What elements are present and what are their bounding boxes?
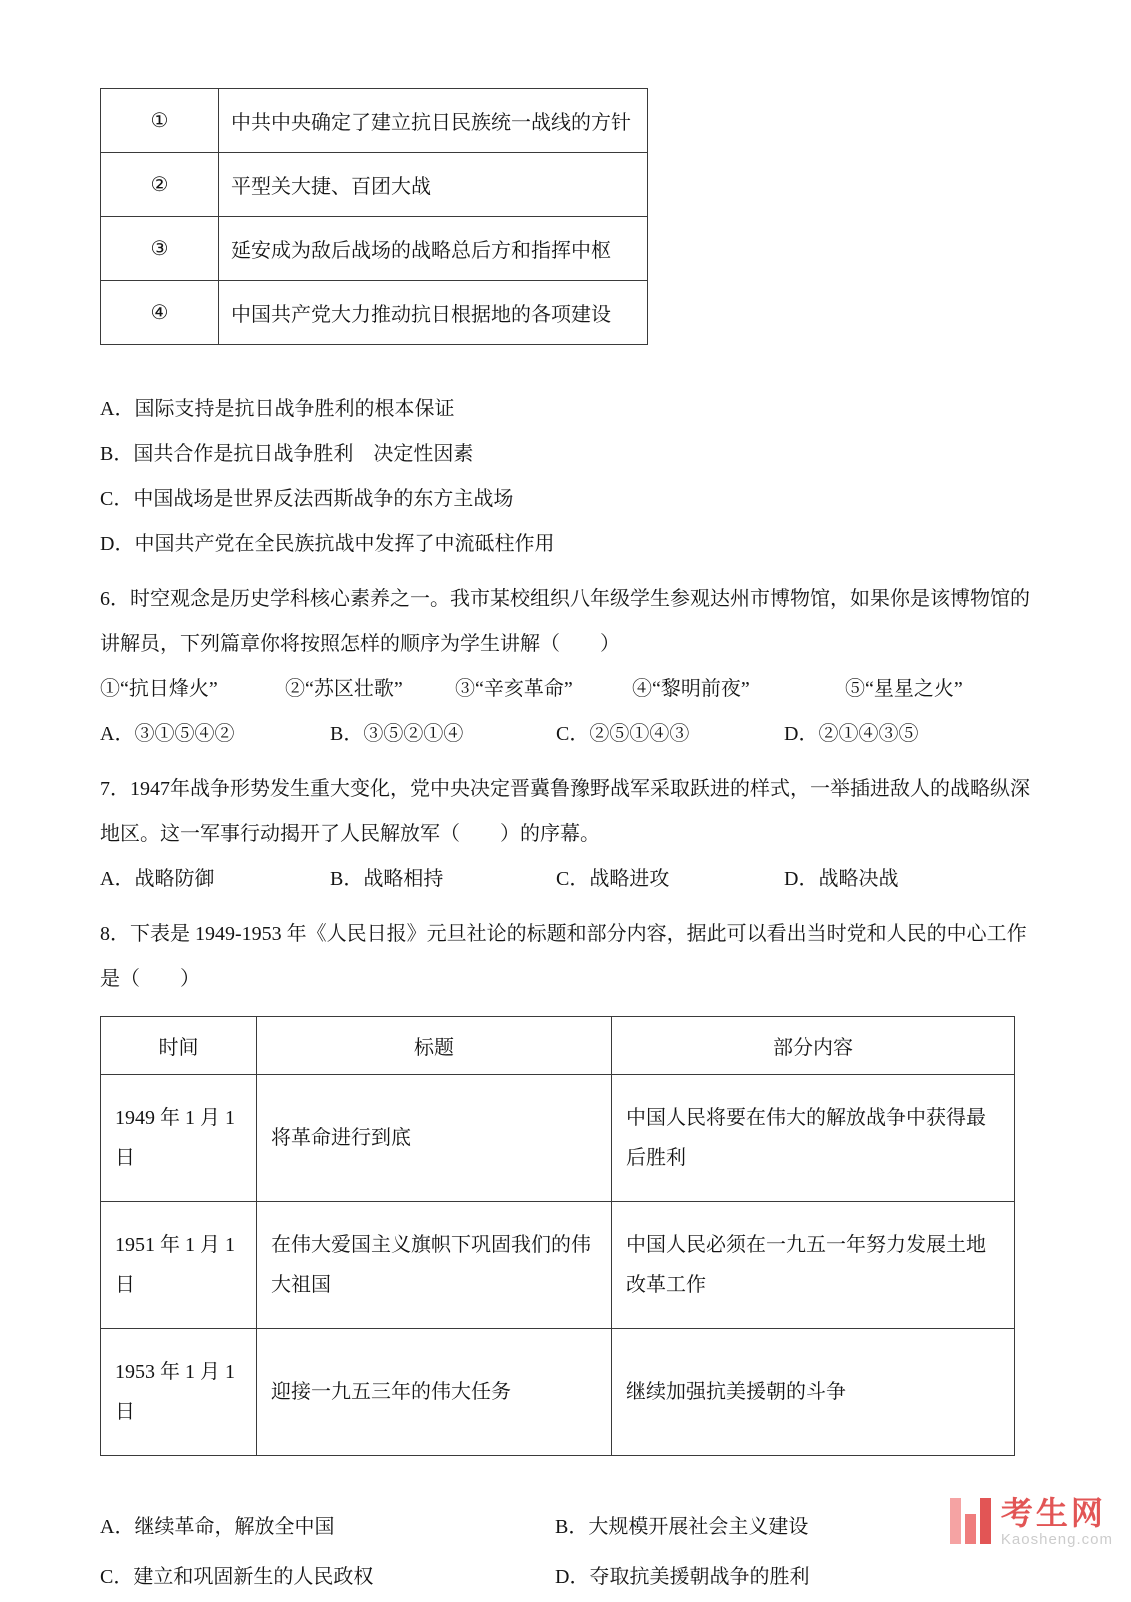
- table-cell-text: 延安成为敌后战场的战略总后方和指挥中枢: [219, 217, 648, 281]
- question-text-line: 6．时空观念是历史学科核心素养之一。我市某校组织八年级学生参观达州市博物馆，如果你是该博物馆的: [100, 588, 1030, 610]
- option-a: A．继续革命，解放全中国: [100, 1516, 335, 1538]
- table-row: [101, 217, 648, 281]
- question-8-options-row-2: [100, 1552, 1031, 1602]
- option-d: D．夺取抗美援朝战争的胜利: [555, 1566, 810, 1588]
- table-cell-content: 继续加强抗美援朝的斗争: [612, 1329, 1015, 1456]
- option-b: B．国共合作是抗日战争胜利 决定性因素: [100, 443, 474, 465]
- table-cell-content: 中国人民必须在一九五一年努力发展土地改革工作: [612, 1202, 1015, 1329]
- option-a: A．③①⑤④②: [100, 723, 235, 745]
- watermark-site-url: Kaosheng.com: [1000, 1530, 1113, 1548]
- question-text-line: 地区。这一军事行动揭开了人民解放军（ ）的序幕。: [100, 823, 600, 845]
- question-6: [100, 577, 1031, 757]
- question-text-line: 是（ ）: [100, 968, 200, 990]
- table-row: [101, 281, 648, 345]
- option-d: D．②①④③⑤: [784, 723, 919, 745]
- table-cell-text: 中国共产党大力推动抗日根据地的各项建设: [219, 281, 648, 345]
- table-cell-date: 1949 年 1 月 1 日: [101, 1075, 257, 1202]
- chapter-item: ③“辛亥革命”: [455, 678, 573, 700]
- option-c: C．建立和巩固新生的人民政权: [100, 1566, 374, 1588]
- option-c: C．战略进攻: [556, 868, 670, 890]
- watermark-text: [1001, 1496, 1113, 1548]
- table-row: [101, 1329, 1015, 1456]
- question-6-chapters: [100, 667, 1031, 712]
- table-cell-title: 将革命进行到底: [257, 1075, 612, 1202]
- table-cell-num: ④: [101, 281, 219, 345]
- kaosheng-logo-icon: [950, 1498, 991, 1548]
- question-5-options: [100, 387, 1031, 567]
- table-cell-title: 在伟大爱国主义旗帜下巩固我们的伟大祖国: [257, 1202, 612, 1329]
- question-6-options: [100, 712, 1031, 757]
- question-text-line: 8．下表是 1949-1953 年《人民日报》元旦社论的标题和部分内容，据此可以看出当时党和人民的中心工作: [100, 923, 1027, 945]
- option-a: A．国际支持是抗日战争胜利的根本保证: [100, 398, 455, 420]
- table-header-time: 时间: [101, 1017, 257, 1075]
- watermark: [950, 1496, 1113, 1548]
- option-c: C．中国战场是世界反法西斯战争的东方主战场: [100, 488, 514, 510]
- table-header-content: 部分内容: [612, 1017, 1015, 1075]
- table-cell-date: 1953 年 1 月 1 日: [101, 1329, 257, 1456]
- table-cell-title: 迎接一九五三年的伟大任务: [257, 1329, 612, 1456]
- chapter-item: ①“抗日烽火”: [100, 678, 218, 700]
- option-c: C．②⑤①④③: [556, 723, 690, 745]
- table-cell-text: 平型关大捷、百团大战: [219, 153, 648, 217]
- table-cell-num: ①: [101, 89, 219, 153]
- option-b: B．③⑤②①④: [330, 723, 464, 745]
- option-d: D．战略决战: [784, 868, 899, 890]
- chapter-item: ④“黎明前夜”: [632, 678, 750, 700]
- table-cell-num: ③: [101, 217, 219, 281]
- table-cell-content: 中国人民将要在伟大的解放战争中获得最后胜利: [612, 1075, 1015, 1202]
- chapter-item: ②“苏区壮歌”: [285, 678, 403, 700]
- question-8-options-row-1: [100, 1502, 1031, 1552]
- chapter-item: ⑤“星星之火”: [845, 678, 963, 700]
- question-7-options: [100, 857, 1031, 902]
- table-row: [101, 1075, 1015, 1202]
- option-d: D．中国共产党在全民族抗战中发挥了中流砥柱作用: [100, 533, 555, 555]
- table-cell-text: 中共中央确定了建立抗日民族统一战线的方针: [219, 89, 648, 153]
- table-cell-num: ②: [101, 153, 219, 217]
- option-b: B．大规模开展社会主义建设: [555, 1516, 809, 1538]
- table-cell-date: 1951 年 1 月 1 日: [101, 1202, 257, 1329]
- editorials-table: [100, 1016, 1015, 1456]
- option-a: A．战略防御: [100, 868, 215, 890]
- table-header-title: 标题: [257, 1017, 612, 1075]
- option-b: B．战略相持: [330, 868, 444, 890]
- watermark-site-name: 考生网: [1000, 1495, 1106, 1532]
- table-row: [101, 89, 648, 153]
- table-row: [101, 153, 648, 217]
- question-text-line: 7．1947年战争形势发生重大变化，党中央决定晋冀鲁豫野战军采取跃进的样式，一举插进敌人的战略纵深: [100, 778, 1030, 800]
- events-table: [100, 88, 648, 345]
- question-7: [100, 767, 1031, 902]
- question-8: [100, 912, 1031, 1602]
- table-row: [101, 1202, 1015, 1329]
- question-text-line: 讲解员，下列篇章你将按照怎样的顺序为学生讲解（ ）: [100, 633, 620, 655]
- table-header-row: [101, 1017, 1015, 1075]
